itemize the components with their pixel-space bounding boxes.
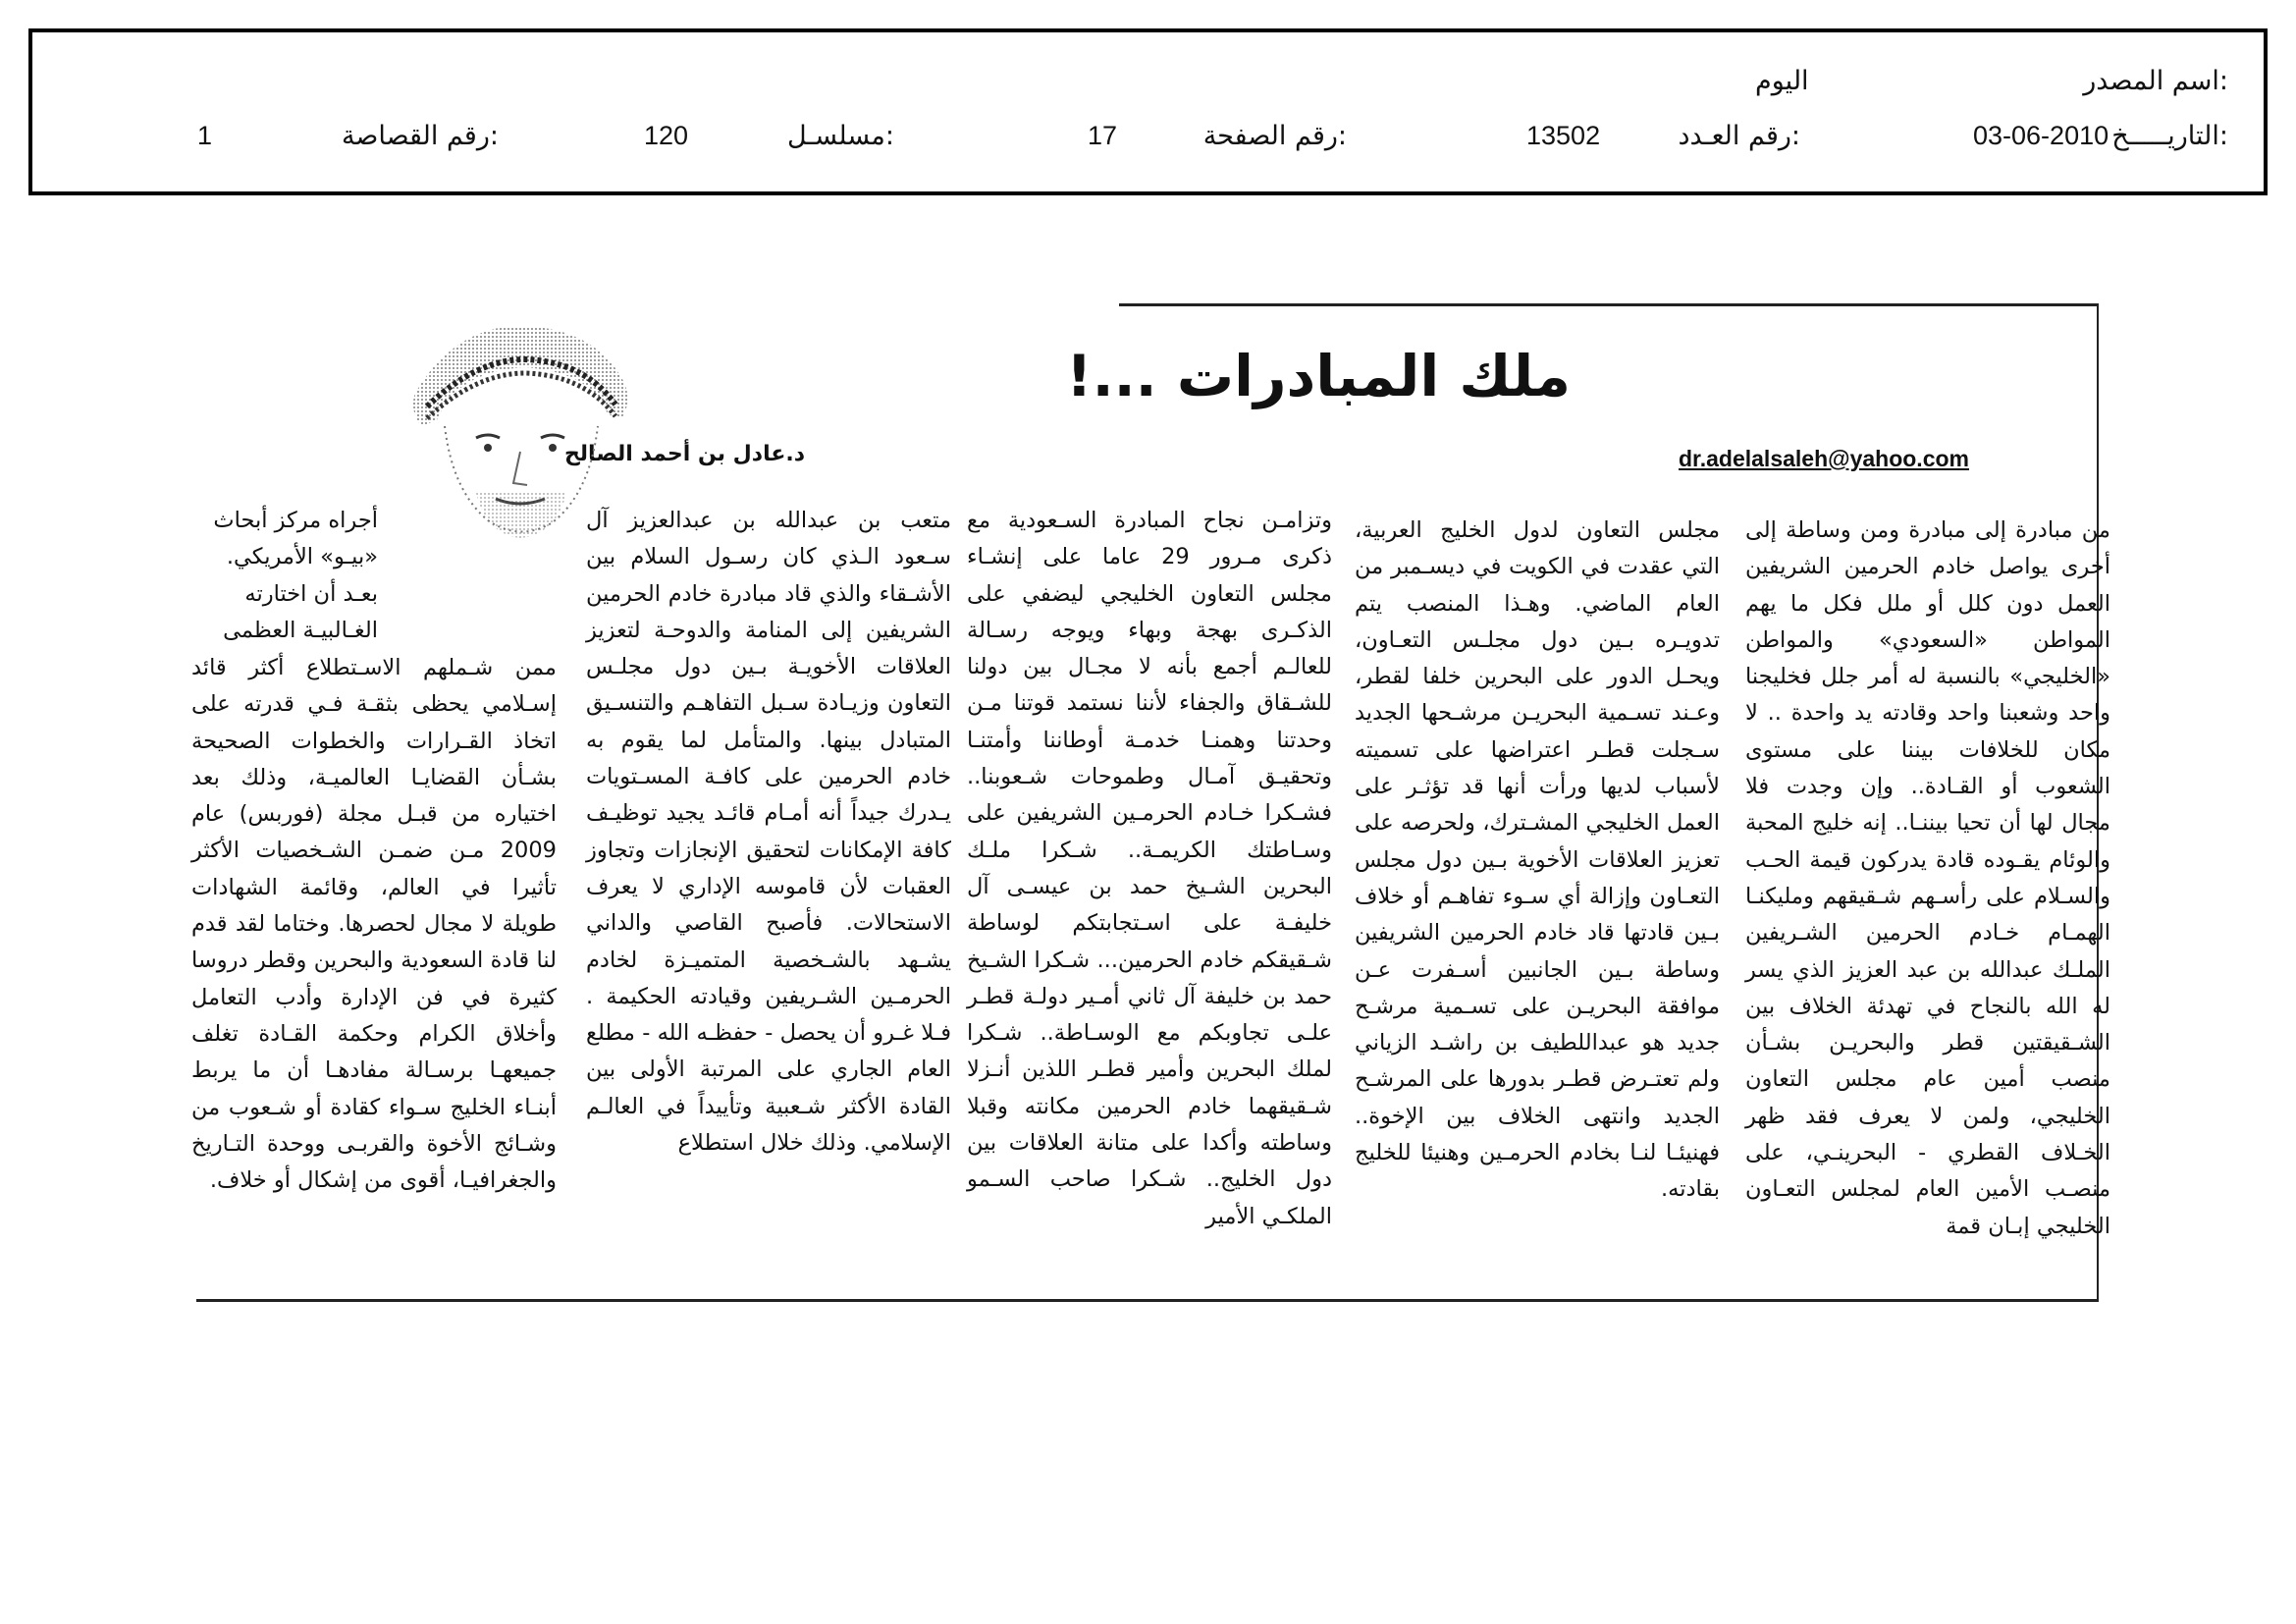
clip-value: 1 (197, 121, 213, 150)
article-column-2: مجلس التعاون لدول الخليج العربية، التي عقدت في الكويت في ديسـمبر من العام الماضي. وهـذا المنصب يتم تدويـره بـين دول مجلـس التعـاون، ويحـل الدور على البحرين خلفا لقطر، وعـند تسـمية البحريـن مرشـحها الجديد سـجلت قطـر اعتراضها على تسميته لأسباب لديها ورأت أنها قد تؤثـر على العمل الخليجي المشـترك، ولحرصه على تعزيز العلاقات الأخوية بـين دول مجلس التعـاون وإزالة أي سـوء تفاهـم أو خلاف بـين قادتها قاد خادم الحرمين الشريفين وساطة بـين الجانبين أسـفرت عـن موافقة البحريـن على تسـمية مرشـح جديد هو عبداللطيف بن راشـد الزياني ولم تعتـرض قطـر بدورها على المرشـح الجديد وانتهى الخلاف بين الإخوة.. فهنيئـا لنـا بخادم الحرمـين وهنيئا للخليج بقادته. (1355, 517, 1720, 1203)
bottom-rule (196, 1299, 2099, 1302)
page-label: رقم الصفحة: (1202, 121, 1347, 151)
article-headline: ملك المبادرات ...! (1066, 343, 1571, 409)
date-value: 03-06-2010 (1973, 121, 2109, 150)
article-column-5-top: أجراه مركز أبحاث «بيـو» الأمريكي. بعـد أن اختارته الغـالبيـة العظمى (213, 508, 378, 643)
author-byline: د.عادل بن أحمد الصالح (563, 442, 805, 466)
source-value: اليوم (1755, 66, 1809, 96)
top-rule (1119, 303, 2099, 306)
date-label: التاريـــــخ: (2111, 121, 2228, 151)
article-column-5: ممن شـملهم الاسـتطلاع أكثر قائد إسـلامي يحظى بثقـة فـي قدرته على اتخاذ القـرارات والخطوات الصحيحة بشـأن القضايـا العالميـة، وذلك بعد اختياره من قبـل مجلة (فوربس) عام 2009 مـن ضمـن الشـخصيات الأكثر تأثيرا في العالم، وقائمة الشهادات طويلة لا مجال لحصرها. وختاما لقد قدم لنا قادة السعودية والبحرين وقطر دروسا كثيرة في فن الإدارة وأدب التعامل وأخلاق الكرام وحكمة القـادة تغلف جميعهـا برسـالة مفادهـا أن ما يربط أبنـاء الخليج سـواء كقادة أو شـعوب من وشـائج الأخوة والقربـى ووحدة التـاريخ والجغرافيـا، أقوى من إشكال أو خلاف. (191, 655, 557, 1194)
article-column-4: متعب بن عبدالله بن عبدالعزيز آل سـعود الـذي كان رسـول السلام بين الأشـقاء والذي قاد مبادرة خادم الحرمين الشريفين إلى المنامة والدوحـة لتعزيز العلاقات الأخويـة بـين دول مجلـس التعاون وزيـادة سـبل التفاهـم والتنسـيق المتبادل بينها. والمتأمل لما يقوم به خادم الحرمين على كافـة المسـتويات يـدرك جيداً أنه أمـام قائـد يجيد توظيـف كافة الإمكانات لتحقيق الإنجازات وتجاوز العقبات لأن قاموسه الإداري لا يعرف الاستحالات. فأصبح القاصي والداني يشـهد بالشـخصية المتميـزة لخادم الحرمـين الشـريفين وقيادته الحكيمة . فـلا غـرو أن يحصل - حفظـه الله - مطلع العام الجاري على المرتبة الأولى بين القادة الأكثر شـعبية وتأييداً في العالـم الإسلامي. وذلك خلال استطلاع (586, 508, 951, 1157)
article-column-3: وتزامـن نجاح المبادرة السـعودية مع ذكرى مـرور 29 عاما على إنشـاء مجلس التعاون الخليجي ليضفي على الذكـرى بهجة وبهاء ويوجه رسـالة للعالـم أجمع بأنه لا مجـال بين دولنا للشـقاق والجفاء لأننا نستمد قوتنا مـن وحدتنا وهمنـا خدمـة أوطاننا وأمتنـا وتحقيـق آمـال وطموحات شـعوبنا.. فشـكرا خـادم الحرمـين الشريفين على وسـاطتك الكريمـة.. شـكرا ملـك البحرين الشـيخ حمد بن عيسـى آل خليفـة على اسـتجابتكم لوساطة شـقيقكم خادم الحرمين... شـكرا الشـيخ حمد بن خليفة آل ثاني أمـير دولـة قطـر علـى تجاوبكم مع الوسـاطة.. شـكرا لملك البحرين وأمير قطـر اللذين أنـزلا شـقيقهما خادم الحرمين مكانته وقبلا وساطته وأكدا على متانة العلاقات بين دول الخليج.. شـكرا صاحب السـمو الملكـي الأمير (967, 508, 1332, 1229)
issue-label: رقم العـدد: (1678, 121, 1800, 151)
page-value: 17 (1088, 121, 1118, 150)
source-label: اسم المصدر: (2083, 66, 2228, 96)
serial-label: مسلسـل: (786, 121, 894, 151)
serial-value: 120 (644, 121, 689, 150)
issue-value: 13502 (1526, 121, 1601, 150)
article-column-1: من مبادرة إلى مبادرة ومن وساطة إلى أخرى يواصل خادم الحرمين الشريفين العمل دون كلل أو ملل فكل ما يهم المواطن «السعودي» والمواطن «الخليجي» بالنسبة له أمر جلل فخليجنا واحد وشعبنا واحد وقادته يد واحدة .. لا مكان للخلافات بيننا على مستوى الشعوب أو القـادة.. وإن وجدت فلا مجال لها أن تحيا بيننـا.. إنه خليج المحبة والوئام يقـوده قادة يدركون قيمة الحـب والسـلام على رأسـهم شـقيقهم ومليكنـا الهمـام خـادم الحرمين الشـريفين الملـك عبدالله بن عبد العزيز الذي يسر له الله بالنجاح في تهدئة الخلاف بين الشـقيقتين قطر والبحريـن بشـأن منصب أمين عام مجلس التعاون الخليجي، ولمن لا يعرف فقد ظهر الخـلاف القطري - البحرينـي، على منصـب الأمين العام لمجلس التعـاون الخليجي إبـان قمة (1745, 517, 2110, 1239)
author-email: dr.adelalsaleh@yahoo.com (1679, 446, 1969, 471)
clip-label: رقم القصاصة: (341, 121, 499, 151)
